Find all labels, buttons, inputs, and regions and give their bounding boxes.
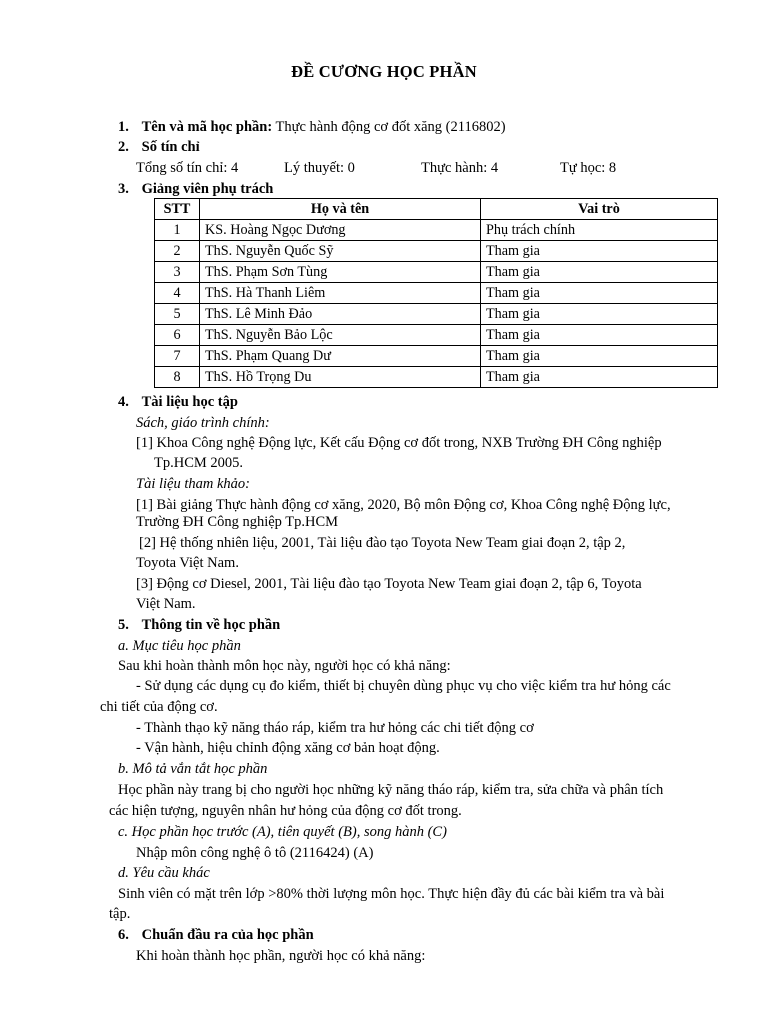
reference-3-line-1: [3] Động cơ Diesel, 2001, Tài liệu đào tạo Toyota New Team giai đoạn 2, tập 6, Toyota: [136, 576, 642, 592]
description-line-1: Học phần này trang bị cho người học những kỹ năng tháo ráp, kiểm tra, sửa chữa và phân tích: [118, 782, 664, 798]
instructor-role: Tham gia: [481, 346, 718, 367]
reference-1-line-2: Trường ĐH Công nghiệp Tp.HCM: [136, 514, 339, 530]
objective-1-line-2: chi tiết của động cơ.: [100, 699, 218, 715]
instructor-role: Phụ trách chính: [481, 220, 718, 241]
practice-credits: Thực hành: 4: [421, 160, 499, 176]
self-study-credits: Tự học: 8: [560, 160, 617, 176]
other-requirements-line-2: tập.: [109, 906, 131, 922]
reference-3-line-2: Việt Nam.: [136, 596, 196, 612]
section-number: 1.: [118, 119, 129, 135]
row-number: 8: [155, 367, 200, 388]
instructor-name: ThS. Hồ Trọng Du: [200, 367, 481, 388]
document-title: ĐỀ CƯƠNG HỌC PHẦN: [291, 62, 477, 81]
objectives-intro: Sau khi hoàn thành môn học này, người học có khả năng:: [118, 658, 451, 674]
row-number: 5: [155, 304, 200, 325]
table-header-row: [155, 199, 718, 220]
instructor-name: ThS. Lê Minh Đảo: [200, 304, 481, 325]
instructor-role: Tham gia: [481, 283, 718, 304]
reference-1-line-1: [1] Bài giảng Thực hành động cơ xăng, 2020, Bộ môn Động cơ, Khoa Công nghệ Động lực,: [136, 497, 671, 513]
reference-2-line-2: Toyota Việt Nam.: [136, 555, 239, 571]
instructor-name: KS. Hoàng Ngọc Dương: [200, 220, 481, 241]
table-row: [155, 346, 718, 367]
instructor-role: Tham gia: [481, 262, 718, 283]
reference-2-line-1: [2] Hệ thống nhiên liệu, 2001, Tài liệu đào tạo Toyota New Team giai đoạn 2, tập 2,: [139, 535, 626, 551]
instructors-label: Giảng viên phụ trách: [141, 181, 274, 197]
prerequisites-value: Nhập môn công nghệ ô tô (2116424) (A): [136, 845, 374, 861]
column-header-name: Họ và tên: [200, 199, 481, 220]
instructor-name: ThS. Hà Thanh Liêm: [200, 283, 481, 304]
table-row: [155, 283, 718, 304]
row-number: 1: [155, 220, 200, 241]
main-textbook-1-line-2: Tp.HCM 2005.: [154, 455, 244, 471]
table-row: [155, 241, 718, 262]
section-2-heading: [118, 137, 200, 158]
table-row: [155, 325, 718, 346]
section-4-heading: [118, 392, 238, 413]
section-1: [118, 117, 506, 138]
prerequisites-label: c. Học phần học trước (A), tiên quyết (B), song hành (C): [118, 824, 447, 840]
description-line-2: các hiện tượng, nguyên nhân hư hỏng của động cơ đốt trong.: [109, 803, 462, 819]
materials-label: Tài liệu học tập: [141, 394, 238, 410]
objective-1-line-1: - Sử dụng các dụng cụ đo kiểm, thiết bị chuyên dùng phục vụ cho việc kiểm tra hư hỏng các: [136, 678, 671, 694]
section-number: 6.: [118, 927, 129, 943]
learning-outcomes-intro: Khi hoàn thành học phần, người học có khả năng:: [136, 948, 426, 964]
instructor-role: Tham gia: [481, 304, 718, 325]
theory-credits: Lý thuyết: 0: [284, 160, 355, 176]
section-number: 5.: [118, 617, 129, 633]
main-textbook-1-line-1: [1] Khoa Công nghệ Động lực, Kết cấu Động cơ đốt trong, NXB Trường ĐH Công nghiệp: [136, 435, 662, 451]
instructor-role: Tham gia: [481, 241, 718, 262]
row-number: 7: [155, 346, 200, 367]
instructor-name: ThS. Phạm Quang Dư: [200, 346, 481, 367]
other-requirements-line-1: Sinh viên có mặt trên lớp >80% thời lượng môn học. Thực hiện đầy đủ các bài kiểm tra và bài: [118, 886, 665, 902]
row-number: 4: [155, 283, 200, 304]
column-header-stt: STT: [155, 199, 200, 220]
objective-3: - Vận hành, hiệu chỉnh động xăng cơ bản hoạt động.: [136, 740, 440, 756]
column-header-role: Vai trò: [481, 199, 718, 220]
table-row: [155, 304, 718, 325]
section-number: 4.: [118, 394, 129, 410]
row-number: 2: [155, 241, 200, 262]
references-label: Tài liệu tham khảo:: [136, 476, 250, 492]
section-5-heading: [118, 615, 280, 636]
table-row: [155, 262, 718, 283]
section-number: 3.: [118, 181, 129, 197]
table-row: [155, 220, 718, 241]
course-name-value: Thực hành động cơ đốt xăng (2116802): [272, 119, 506, 135]
row-number: 6: [155, 325, 200, 346]
other-requirements-label: d. Yêu cầu khác: [118, 865, 210, 881]
learning-outcomes-label: Chuẩn đầu ra của học phần: [141, 927, 314, 943]
total-credits: Tổng số tín chỉ: 4: [136, 160, 239, 176]
objectives-label: a. Mục tiêu học phần: [118, 638, 241, 654]
instructor-name: ThS. Nguyễn Quốc Sỹ: [200, 241, 481, 262]
course-info-label: Thông tin về học phần: [141, 617, 281, 633]
section-number: 2.: [118, 139, 129, 155]
table-row: [155, 367, 718, 388]
instructor-role: Tham gia: [481, 367, 718, 388]
instructor-name: ThS. Nguyễn Bảo Lộc: [200, 325, 481, 346]
objective-2: - Thành thạo kỹ năng tháo ráp, kiểm tra hư hỏng các chi tiết động cơ: [136, 720, 534, 736]
course-name-label: Tên và mã học phần:: [141, 119, 273, 135]
row-number: 3: [155, 262, 200, 283]
section-6-heading: [118, 925, 314, 946]
instructor-name: ThS. Phạm Sơn Tùng: [200, 262, 481, 283]
main-textbook-label: Sách, giáo trình chính:: [136, 415, 270, 431]
instructors-table: [154, 198, 718, 388]
description-label: b. Mô tả vắn tắt học phần: [118, 761, 268, 777]
instructor-role: Tham gia: [481, 325, 718, 346]
section-3-heading: [118, 179, 273, 200]
credits-label: Số tín chỉ: [141, 139, 200, 155]
